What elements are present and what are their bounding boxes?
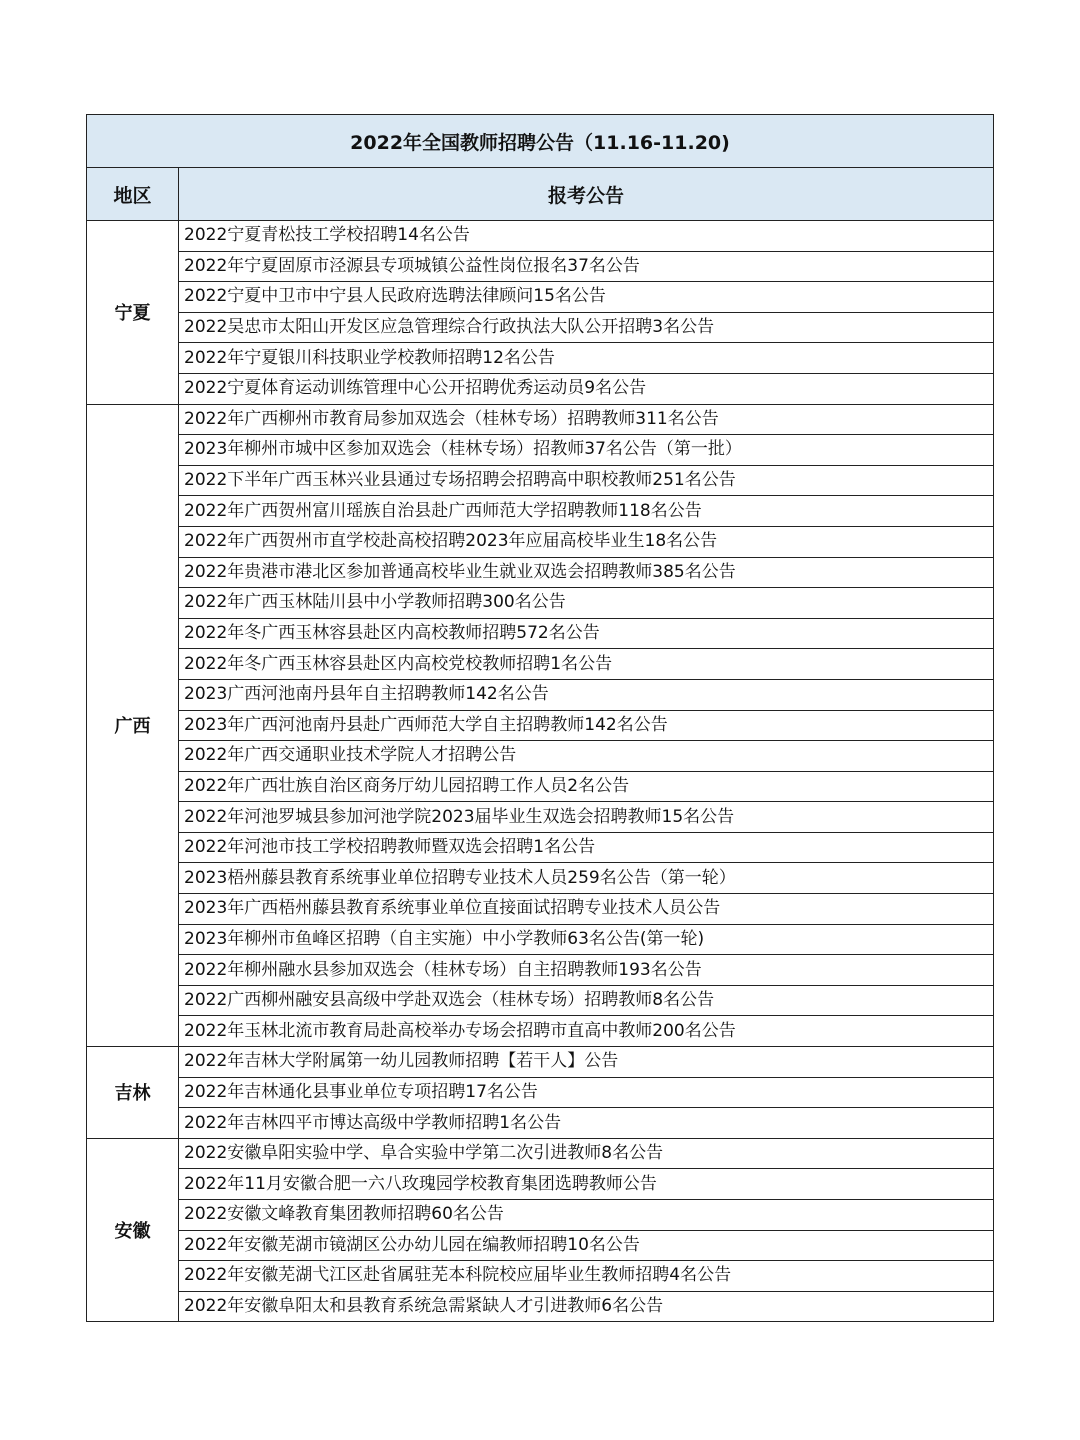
table-row	[87, 465, 994, 496]
notice-cell: 2023年广西河池南丹县赴广西师范大学自主招聘教师142名公告	[179, 710, 994, 741]
notice-cell: 2022年安徽阜阳太和县教育系统急需紧缺人才引进教师6名公告	[179, 1291, 994, 1322]
table-row	[87, 526, 994, 557]
notice-cell: 2022宁夏青松技工学校招聘14名公告	[179, 221, 994, 252]
table-row	[87, 221, 994, 252]
table-row	[87, 710, 994, 741]
table-row	[87, 343, 994, 374]
table-row	[87, 1169, 994, 1200]
notice-cell: 2022年广西玉林陆川县中小学教师招聘300名公告	[179, 588, 994, 619]
table-row	[87, 404, 994, 435]
notice-cell: 2022年吉林通化县事业单位专项招聘17名公告	[179, 1077, 994, 1108]
table-row	[87, 282, 994, 313]
table-row	[87, 1291, 994, 1322]
table-row	[87, 863, 994, 894]
notice-cell: 2022年吉林四平市博达高级中学教师招聘1名公告	[179, 1108, 994, 1139]
notice-cell: 2022年宁夏银川科技职业学校教师招聘12名公告	[179, 343, 994, 374]
notice-cell: 2023年广西梧州藤县教育系统事业单位直接面试招聘专业技术人员公告	[179, 894, 994, 925]
notice-cell: 2022年河池罗城县参加河池学院2023届毕业生双选会招聘教师15名公告	[179, 802, 994, 833]
table-row	[87, 679, 994, 710]
notice-cell: 2022下半年广西玉林兴业县通过专场招聘会招聘高中职校教师251名公告	[179, 465, 994, 496]
table-row	[87, 588, 994, 619]
table-row	[87, 771, 994, 802]
notice-cell: 2022年广西壮族自治区商务厅幼儿园招聘工作人员2名公告	[179, 771, 994, 802]
table-row	[87, 496, 994, 527]
table-row	[87, 985, 994, 1016]
notice-cell: 2022安徽阜阳实验中学、阜合实验中学第二次引进教师8名公告	[179, 1138, 994, 1169]
table-row	[87, 1108, 994, 1139]
table-row	[87, 1138, 994, 1169]
table-row	[87, 1016, 994, 1047]
notice-cell: 2023广西河池南丹县年自主招聘教师142名公告	[179, 679, 994, 710]
notice-cell: 2022年贵港市港北区参加普通高校毕业生就业双选会招聘教师385名公告	[179, 557, 994, 588]
notice-cell: 2022年宁夏固原市泾源县专项城镇公益性岗位报名37名公告	[179, 251, 994, 282]
region-cell: 吉林	[87, 1047, 179, 1139]
notice-cell: 2022宁夏中卫市中宁县人民政府选聘法律顾问15名公告	[179, 282, 994, 313]
table-row	[87, 1200, 994, 1231]
recruitment-table	[86, 114, 994, 1322]
notice-cell: 2022年吉林大学附属第一幼儿园教师招聘【若干人】公告	[179, 1047, 994, 1078]
notice-cell: 2022年安徽芜湖市镜湖区公办幼儿园在编教师招聘10名公告	[179, 1230, 994, 1261]
table-row	[87, 894, 994, 925]
notice-header: 报考公告	[179, 168, 994, 221]
notice-cell: 2023梧州藤县教育系统事业单位招聘专业技术人员259名公告（第一轮）	[179, 863, 994, 894]
notice-cell: 2022年广西柳州市教育局参加双选会（桂林专场）招聘教师311名公告	[179, 404, 994, 435]
notice-cell: 2022吴忠市太阳山开发区应急管理综合行政执法大队公开招聘3名公告	[179, 312, 994, 343]
notice-cell: 2022年玉林北流市教育局赴高校举办专场会招聘市直高中教师200名公告	[179, 1016, 994, 1047]
table-row	[87, 741, 994, 772]
notice-cell: 2022年广西贺州富川瑶族自治县赴广西师范大学招聘教师118名公告	[179, 496, 994, 527]
table-row	[87, 312, 994, 343]
header-row	[87, 168, 994, 221]
notice-cell: 2022年广西交通职业技术学院人才招聘公告	[179, 741, 994, 772]
notice-cell: 2022年河池市技工学校招聘教师暨双选会招聘1名公告	[179, 832, 994, 863]
table-row	[87, 1077, 994, 1108]
table-row	[87, 955, 994, 986]
region-cell: 广西	[87, 404, 179, 1046]
notice-cell: 2022年柳州融水县参加双选会（桂林专场）自主招聘教师193名公告	[179, 955, 994, 986]
table-row	[87, 435, 994, 466]
table-title: 2022年全国教师招聘公告（11.16-11.20)	[87, 115, 994, 168]
notice-cell: 2022年冬广西玉林容县赴区内高校党校教师招聘1名公告	[179, 649, 994, 680]
table-row	[87, 924, 994, 955]
recruitment-table-sheet	[86, 114, 993, 1322]
region-header: 地区	[87, 168, 179, 221]
table-row	[87, 832, 994, 863]
notice-cell: 2022广西柳州融安县高级中学赴双选会（桂林专场）招聘教师8名公告	[179, 985, 994, 1016]
table-row	[87, 1230, 994, 1261]
region-cell: 宁夏	[87, 221, 179, 405]
table-row	[87, 373, 994, 404]
table-row	[87, 251, 994, 282]
table-row	[87, 1047, 994, 1078]
table-body	[87, 221, 994, 1322]
notice-cell: 2022安徽文峰教育集团教师招聘60名公告	[179, 1200, 994, 1231]
table-row	[87, 649, 994, 680]
region-cell: 安徽	[87, 1138, 179, 1322]
notice-cell: 2022年广西贺州市直学校赴高校招聘2023年应届高校毕业生18名公告	[179, 526, 994, 557]
table-row	[87, 802, 994, 833]
title-row	[87, 115, 994, 168]
table-row	[87, 557, 994, 588]
notice-cell: 2023年柳州市城中区参加双选会（桂林专场）招教师37名公告（第一批）	[179, 435, 994, 466]
table-row	[87, 1261, 994, 1292]
notice-cell: 2022年11月安徽合肥一六八玫瑰园学校教育集团选聘教师公告	[179, 1169, 994, 1200]
notice-cell: 2022宁夏体育运动训练管理中心公开招聘优秀运动员9名公告	[179, 373, 994, 404]
notice-cell: 2022年冬广西玉林容县赴区内高校教师招聘572名公告	[179, 618, 994, 649]
notice-cell: 2022年安徽芜湖弋江区赴省属驻芜本科院校应届毕业生教师招聘4名公告	[179, 1261, 994, 1292]
notice-cell: 2023年柳州市鱼峰区招聘（自主实施）中小学教师63名公告(第一轮)	[179, 924, 994, 955]
table-row	[87, 618, 994, 649]
